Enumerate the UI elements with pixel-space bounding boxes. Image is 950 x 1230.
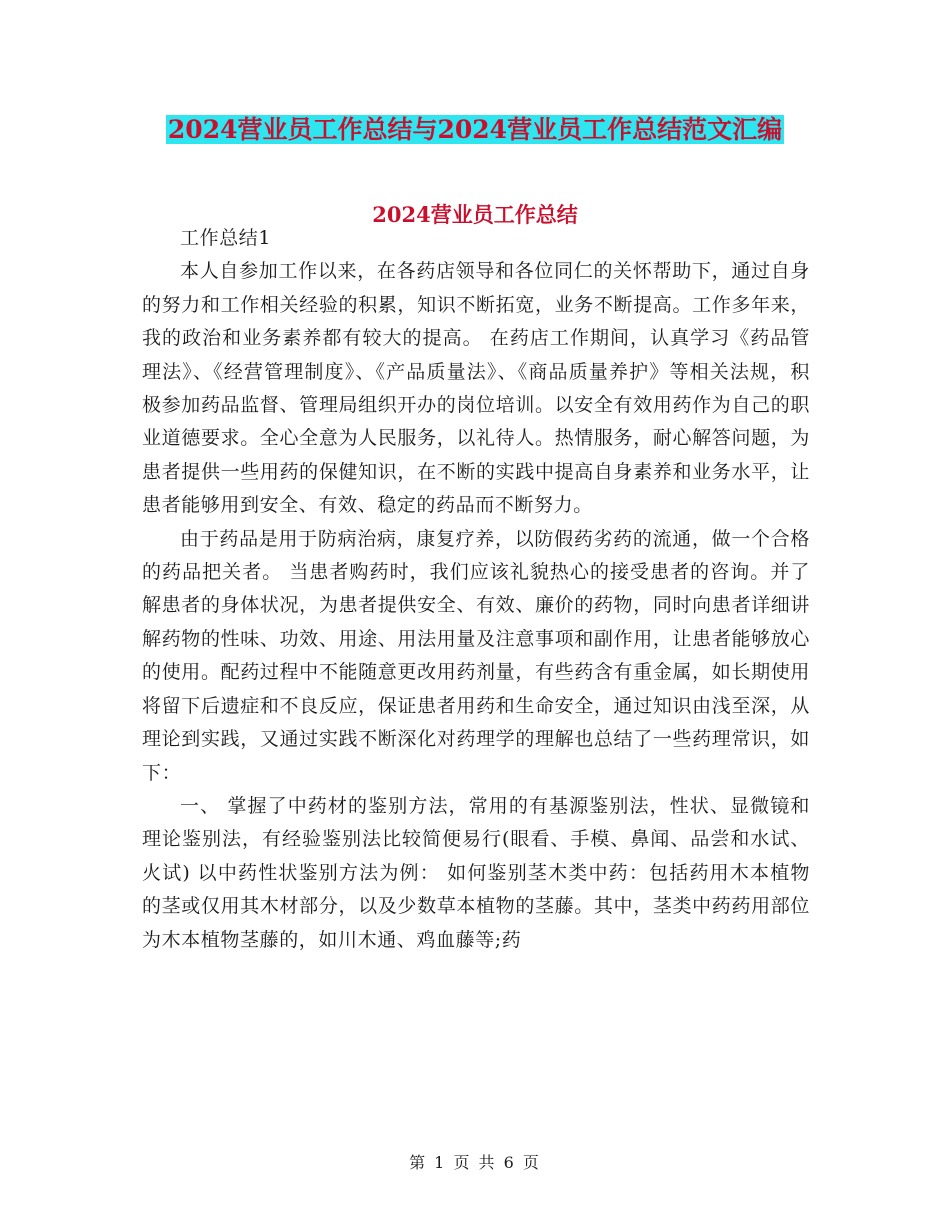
paragraph: 由于药品是用于防病治病，康复疗养，以防假药劣药的流通，做一个合格的药品把关者。 当患者购药时，我们应该礼貌热心的接受患者的咨询。并了解患者的身体状况，为患者提供安全、有效、廉价的药物，同时向患者详细讲解药物的性味、功效、用途、用法用量及注意事项和副作用，让患者能够放心的使用。配药过程中不能随意更改用药剂量，有些药含有重金属，如长期使用将留下后遗症和不良反应，保证患者用药和生命安全，通过知识由浅至深，从理论到实践，又通过实践不断深化对药理学的理解也总结了一些药理常识，如下： bbox=[142, 527, 810, 784]
paragraph: 一、 掌握了中药材的鉴别方法，常用的有基源鉴别法，性状、显微镜和理论鉴别法，有经验鉴别法比较简便易行(眼看、手模、鼻闻、品尝和水试、火试) 以中药性状鉴别方法为例： 如何鉴别茎木类中药：包括药用木本植物的茎或仅用其木材部分，以及少数草本植物的茎藤。其中，茎类中药药用部位为木本植物茎藤的，如川木通、鸡血藤等;药 bbox=[142, 794, 810, 951]
document-title-text: 2024营业员工作总结与2024营业员工作总结范文汇编 bbox=[167, 115, 783, 144]
section-title: 2024营业员工作总结 bbox=[372, 202, 578, 227]
document-title bbox=[0, 112, 950, 148]
paragraph-heading: 工作总结1 bbox=[180, 227, 272, 249]
page-footer: 第 1 页 共 6 页 bbox=[409, 1153, 541, 1172]
document-body bbox=[142, 222, 810, 957]
paragraph: 本人自参加工作以来，在各药店领导和各位同仁的关怀帮助下，通过自身的努力和工作相关经验的积累，知识不断拓宽，业务不断提高。工作多年来，我的政治和业务素养都有较大的提高。 在药店工作期间，认真学习《药品管理法》、《经营管理制度》、《产品质量法》、《商品质量养护》等相关法规，积极参加药品监督、管理局组织开办的岗位培训。以安全有效用药作为自己的职业道德要求。全心全意为人民服务，以礼待人。热情服务，耐心解答问题，为患者提供一些用药的保健知识，在不断的实践中提高自身素养和业务水平，让患者能够用到安全、有效、稳定的药品而不断努力。 bbox=[142, 260, 810, 517]
